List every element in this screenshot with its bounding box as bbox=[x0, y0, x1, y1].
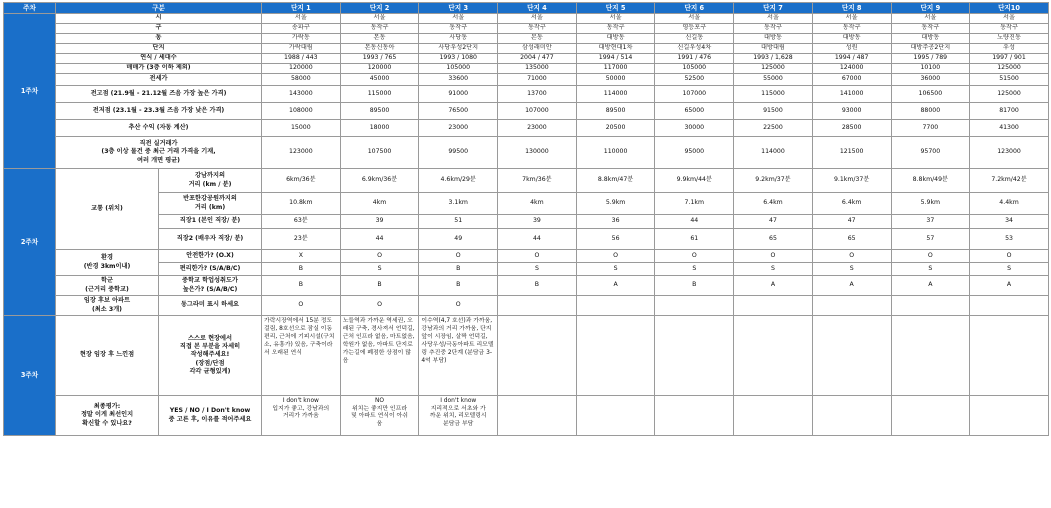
value-cell: 4.4km bbox=[970, 193, 1049, 215]
value-cell: 7.2km/42분 bbox=[970, 169, 1049, 193]
value-cell: 성원 bbox=[812, 44, 891, 54]
sub-label: 직장1 (본인 직장/ 분) bbox=[159, 215, 262, 229]
value-cell bbox=[891, 296, 970, 316]
value-cell: 23000 bbox=[498, 120, 577, 137]
header-complex: 단지 3 bbox=[419, 3, 498, 14]
value-cell: S bbox=[734, 263, 813, 276]
value-cell: A bbox=[891, 276, 970, 296]
table-row bbox=[4, 250, 1049, 263]
value-cell: S bbox=[655, 263, 734, 276]
value-cell: B bbox=[655, 276, 734, 296]
value-cell: 88000 bbox=[891, 103, 970, 120]
value-cell: 52500 bbox=[655, 74, 734, 86]
value-cell: 서울 bbox=[262, 14, 341, 24]
sub-label: 동그라미 표시 하세요 bbox=[159, 296, 262, 316]
impression-cell: 가락시장역에서 15분 정도 걸림, 8호선으로 잠실 이동 편리, 근처에 기피시설(구치소, 유흥가) 있음, 구축이라서 오래된 연식 bbox=[262, 316, 341, 396]
value-cell: 삼성래미안 bbox=[498, 44, 577, 54]
value-cell: 6km/36분 bbox=[262, 169, 341, 193]
value-cell: 6.4km bbox=[812, 193, 891, 215]
value-cell: 28500 bbox=[812, 120, 891, 137]
value-cell: A bbox=[734, 276, 813, 296]
value-cell: 본동 bbox=[340, 34, 419, 44]
value-cell: O bbox=[734, 250, 813, 263]
sub-label: YES / NO / I Don't know 중 고른 후, 이유를 적어주세요 bbox=[159, 396, 262, 436]
value-cell: B bbox=[340, 276, 419, 296]
row-label: 동 bbox=[56, 34, 262, 44]
value-cell bbox=[812, 296, 891, 316]
table-row bbox=[4, 86, 1049, 103]
header-complex: 단지 8 bbox=[812, 3, 891, 14]
value-cell: 81700 bbox=[970, 103, 1049, 120]
value-cell: B bbox=[498, 276, 577, 296]
value-cell: 95000 bbox=[655, 137, 734, 169]
value-cell: 106500 bbox=[891, 86, 970, 103]
header-complex: 단지 5 bbox=[576, 3, 655, 14]
value-cell: 107500 bbox=[340, 137, 419, 169]
row-label: 연식 / 세대수 bbox=[56, 54, 262, 64]
value-cell: 95700 bbox=[891, 137, 970, 169]
value-cell: 5.9km bbox=[891, 193, 970, 215]
value-cell: 9.1km/37분 bbox=[812, 169, 891, 193]
sub-label: 직장2 (배우자 직장/ 분) bbox=[159, 229, 262, 250]
value-cell bbox=[498, 296, 577, 316]
value-cell: 57 bbox=[891, 229, 970, 250]
group-label: 학군 (근거리 중학교) bbox=[56, 276, 159, 296]
table-row bbox=[4, 193, 1049, 215]
value-cell: 123000 bbox=[262, 137, 341, 169]
value-cell: 125000 bbox=[970, 64, 1049, 74]
value-cell: 가락동 bbox=[262, 34, 341, 44]
value-cell: 36000 bbox=[891, 74, 970, 86]
header-category: 구분 bbox=[56, 3, 262, 14]
value-cell: S bbox=[970, 263, 1049, 276]
value-cell: 8.8km/49분 bbox=[891, 169, 970, 193]
value-cell: 115000 bbox=[734, 86, 813, 103]
value-cell: 33600 bbox=[419, 74, 498, 86]
value-cell: 47 bbox=[734, 215, 813, 229]
value-cell: 신길우성4차 bbox=[655, 44, 734, 54]
value-cell: 99500 bbox=[419, 137, 498, 169]
value-cell: 22500 bbox=[734, 120, 813, 137]
value-cell: 9.9km/44분 bbox=[655, 169, 734, 193]
value-cell: 71000 bbox=[498, 74, 577, 86]
table-row bbox=[4, 296, 1049, 316]
value-cell: 61 bbox=[655, 229, 734, 250]
table-row bbox=[4, 24, 1049, 34]
value-cell: 서울 bbox=[655, 14, 734, 24]
value-cell: 서울 bbox=[734, 14, 813, 24]
value-cell: 6.4km bbox=[734, 193, 813, 215]
value-cell: 89500 bbox=[340, 103, 419, 120]
table-row bbox=[4, 74, 1049, 86]
value-cell: 1997 / 901 bbox=[970, 54, 1049, 64]
value-cell: 가락대림 bbox=[262, 44, 341, 54]
value-cell: 대방주공2단지 bbox=[891, 44, 970, 54]
final-evaluation-cell bbox=[812, 396, 891, 436]
row-label: 최종평가: 정말 이게 최선인지 확신할 수 있나요? bbox=[56, 396, 159, 436]
value-cell: 107000 bbox=[655, 86, 734, 103]
row-label: 전저점 (23.1월 - 23.3월 즈음 가장 낮은 가격) bbox=[56, 103, 262, 120]
value-cell: 49 bbox=[419, 229, 498, 250]
value-cell: S bbox=[891, 263, 970, 276]
row-label: 전세가 bbox=[56, 74, 262, 86]
impression-cell bbox=[970, 316, 1049, 396]
value-cell: S bbox=[498, 263, 577, 276]
value-cell: 107000 bbox=[498, 103, 577, 120]
value-cell: 125000 bbox=[734, 64, 813, 74]
value-cell: 65 bbox=[812, 229, 891, 250]
value-cell: X bbox=[262, 250, 341, 263]
row-label: 매매가 (3층 이하 제외) bbox=[56, 64, 262, 74]
value-cell: 서울 bbox=[891, 14, 970, 24]
week-3-label: 3주차 bbox=[4, 316, 56, 436]
value-cell: 125000 bbox=[970, 86, 1049, 103]
header-complex: 단지10 bbox=[970, 3, 1049, 14]
header-complex: 단지 6 bbox=[655, 3, 734, 14]
value-cell: 대방동 bbox=[891, 34, 970, 44]
value-cell: 2004 / 477 bbox=[498, 54, 577, 64]
value-cell: 10100 bbox=[891, 64, 970, 74]
value-cell: 44 bbox=[655, 215, 734, 229]
value-cell: 영등포구 bbox=[655, 24, 734, 34]
value-cell: O bbox=[419, 296, 498, 316]
group-label: 환경 (반경 3km이내) bbox=[56, 250, 159, 276]
value-cell: O bbox=[812, 250, 891, 263]
week-1-label: 1주차 bbox=[4, 14, 56, 169]
table-row bbox=[4, 34, 1049, 44]
value-cell: 130000 bbox=[498, 137, 577, 169]
value-cell: S bbox=[340, 263, 419, 276]
value-cell: A bbox=[576, 276, 655, 296]
value-cell: 39 bbox=[498, 215, 577, 229]
value-cell: 대방동 bbox=[576, 34, 655, 44]
impression-cell bbox=[576, 316, 655, 396]
value-cell: 서울 bbox=[970, 14, 1049, 24]
value-cell: 67000 bbox=[812, 74, 891, 86]
value-cell: O bbox=[340, 250, 419, 263]
table-row bbox=[4, 44, 1049, 54]
table-row bbox=[4, 137, 1049, 169]
value-cell: 91000 bbox=[419, 86, 498, 103]
value-cell: 114000 bbox=[734, 137, 813, 169]
row-label: 구 bbox=[56, 24, 262, 34]
value-cell: 91500 bbox=[734, 103, 813, 120]
impression-cell: 노들역과 가까운 역세권, 오래된 구축, 경사져서 언덕길, 근처 인프라 없음, 마트없음, 학원가 없음, 아파트 단지로 가는길에 폐점한 상점이 많음 bbox=[340, 316, 419, 396]
value-cell: 8.8km/47분 bbox=[576, 169, 655, 193]
table-row bbox=[4, 54, 1049, 64]
value-cell: 동작구 bbox=[734, 24, 813, 34]
value-cell: 105000 bbox=[419, 64, 498, 74]
value-cell: 7700 bbox=[891, 120, 970, 137]
value-cell: 동작구 bbox=[970, 24, 1049, 34]
value-cell: A bbox=[812, 276, 891, 296]
value-cell: 41300 bbox=[970, 120, 1049, 137]
value-cell: 대방현대1차 bbox=[576, 44, 655, 54]
value-cell: 서울 bbox=[576, 14, 655, 24]
table-row bbox=[4, 276, 1049, 296]
table-row bbox=[4, 215, 1049, 229]
value-cell: 89500 bbox=[576, 103, 655, 120]
value-cell: 18000 bbox=[340, 120, 419, 137]
value-cell: O bbox=[655, 250, 734, 263]
table-body bbox=[4, 3, 1049, 436]
value-cell: 124000 bbox=[812, 64, 891, 74]
value-cell: 4.6km/29분 bbox=[419, 169, 498, 193]
value-cell: 93000 bbox=[812, 103, 891, 120]
row-label: 직전 실거래가 (3층 이상 물건 중 최근 거래 가격을 기재, 여러 개면 평균) bbox=[56, 137, 262, 169]
value-cell: 39 bbox=[340, 215, 419, 229]
row-label: 전고점 (21.9월 - 21.12월 즈음 가장 높은 가격) bbox=[56, 86, 262, 103]
table-row bbox=[4, 103, 1049, 120]
value-cell: 1995 / 789 bbox=[891, 54, 970, 64]
header-complex: 단지 2 bbox=[340, 3, 419, 14]
row-label: 시 bbox=[56, 14, 262, 24]
final-evaluation-cell: I don't know 지리적으로 서초와 가 까운 위치, 리모델링시 분담금 부담 bbox=[419, 396, 498, 436]
value-cell: 서울 bbox=[498, 14, 577, 24]
value-cell: 63분 bbox=[262, 215, 341, 229]
value-cell: 노량진동 bbox=[970, 34, 1049, 44]
impression-cell bbox=[891, 316, 970, 396]
value-cell: 서울 bbox=[419, 14, 498, 24]
value-cell: 5.9km bbox=[576, 193, 655, 215]
value-cell: 서울 bbox=[340, 14, 419, 24]
value-cell: 34 bbox=[970, 215, 1049, 229]
value-cell: 4km bbox=[498, 193, 577, 215]
value-cell: 108000 bbox=[262, 103, 341, 120]
impression-cell: 이수역(4,7 호선)과 가까움, 강남과의 거리 가까움, 단지 앞이 시장임, 살짝 언덕길, 사당우성/극동아파트 리모델링 추진중 2단계 (분담금 3-4억 부담) bbox=[419, 316, 498, 396]
value-cell: 동작구 bbox=[419, 24, 498, 34]
row-label: 단지 bbox=[56, 44, 262, 54]
group-label: 교통 (위치) bbox=[56, 169, 159, 250]
value-cell: 20500 bbox=[576, 120, 655, 137]
sub-label: 안전한가? (O.X) bbox=[159, 250, 262, 263]
sub-label: 편리한가? (S/A/B/C) bbox=[159, 263, 262, 276]
value-cell: O bbox=[970, 250, 1049, 263]
value-cell: 135000 bbox=[498, 64, 577, 74]
value-cell: 1994 / 487 bbox=[812, 54, 891, 64]
sub-label: 반포한강공원까지의 거리 (km) bbox=[159, 193, 262, 215]
table-row bbox=[4, 396, 1049, 436]
header-complex: 단지 1 bbox=[262, 3, 341, 14]
final-evaluation-cell bbox=[970, 396, 1049, 436]
value-cell: 7km/36분 bbox=[498, 169, 577, 193]
value-cell: 53 bbox=[970, 229, 1049, 250]
row-label: 현장 임장 후 느낀점 bbox=[56, 316, 159, 396]
final-evaluation-cell: I don't know 입지가 좋고, 강남과의 거리가 가까움 bbox=[262, 396, 341, 436]
value-cell: O bbox=[891, 250, 970, 263]
header-week: 주차 bbox=[4, 3, 56, 14]
value-cell: 1988 / 443 bbox=[262, 54, 341, 64]
value-cell: 50000 bbox=[576, 74, 655, 86]
value-cell: 사당우성2단지 bbox=[419, 44, 498, 54]
value-cell: 120000 bbox=[262, 64, 341, 74]
value-cell: O bbox=[419, 250, 498, 263]
value-cell: 동작구 bbox=[812, 24, 891, 34]
value-cell: O bbox=[498, 250, 577, 263]
value-cell: 신길동 bbox=[655, 34, 734, 44]
final-evaluation-cell bbox=[498, 396, 577, 436]
table-row bbox=[4, 229, 1049, 250]
final-evaluation-cell bbox=[734, 396, 813, 436]
value-cell: 사당동 bbox=[419, 34, 498, 44]
value-cell: 141000 bbox=[812, 86, 891, 103]
value-cell: 1993 / 1080 bbox=[419, 54, 498, 64]
value-cell: 115000 bbox=[340, 86, 419, 103]
value-cell bbox=[655, 296, 734, 316]
table-row bbox=[4, 14, 1049, 24]
value-cell: 15000 bbox=[262, 120, 341, 137]
value-cell: S bbox=[576, 263, 655, 276]
table-row bbox=[4, 169, 1049, 193]
value-cell: 4km bbox=[340, 193, 419, 215]
final-evaluation-cell bbox=[576, 396, 655, 436]
value-cell: 10.8km bbox=[262, 193, 341, 215]
header-complex: 단지 4 bbox=[498, 3, 577, 14]
value-cell bbox=[576, 296, 655, 316]
value-cell: 123000 bbox=[970, 137, 1049, 169]
value-cell: 58000 bbox=[262, 74, 341, 86]
sub-label: 중학교 학업성취도가 높은가? (S/A/B/C) bbox=[159, 276, 262, 296]
value-cell bbox=[970, 296, 1049, 316]
value-cell: 우성 bbox=[970, 44, 1049, 54]
value-cell: 44 bbox=[498, 229, 577, 250]
impression-cell bbox=[498, 316, 577, 396]
apartment-comparison-table bbox=[3, 2, 1049, 436]
value-cell: 동작구 bbox=[891, 24, 970, 34]
value-cell: 본동 bbox=[498, 34, 577, 44]
value-cell: O bbox=[576, 250, 655, 263]
value-cell: 51 bbox=[419, 215, 498, 229]
value-cell: O bbox=[340, 296, 419, 316]
header-complex: 단지 9 bbox=[891, 3, 970, 14]
value-cell: 대방동 bbox=[812, 34, 891, 44]
final-evaluation-cell bbox=[655, 396, 734, 436]
value-cell: 121500 bbox=[812, 137, 891, 169]
value-cell: A bbox=[970, 276, 1049, 296]
table-row bbox=[4, 316, 1049, 396]
value-cell: 1991 / 476 bbox=[655, 54, 734, 64]
final-evaluation-cell bbox=[891, 396, 970, 436]
value-cell: S bbox=[812, 263, 891, 276]
table-row bbox=[4, 120, 1049, 137]
value-cell: 56 bbox=[576, 229, 655, 250]
value-cell: B bbox=[262, 263, 341, 276]
value-cell: 105000 bbox=[655, 64, 734, 74]
value-cell: 114000 bbox=[576, 86, 655, 103]
value-cell: 76500 bbox=[419, 103, 498, 120]
value-cell: 110000 bbox=[576, 137, 655, 169]
sub-label: 강남까지의 거리 (km / 분) bbox=[159, 169, 262, 193]
value-cell: 51500 bbox=[970, 74, 1049, 86]
value-cell: 44 bbox=[340, 229, 419, 250]
row-label: 추산 수익 (자동 계산) bbox=[56, 120, 262, 137]
table-row bbox=[4, 263, 1049, 276]
value-cell: 37 bbox=[891, 215, 970, 229]
value-cell: 1993 / 765 bbox=[340, 54, 419, 64]
impression-cell bbox=[812, 316, 891, 396]
value-cell: O bbox=[262, 296, 341, 316]
value-cell: 45000 bbox=[340, 74, 419, 86]
value-cell: 13700 bbox=[498, 86, 577, 103]
value-cell: 55000 bbox=[734, 74, 813, 86]
value-cell: 23000 bbox=[419, 120, 498, 137]
week-2-label: 2주차 bbox=[4, 169, 56, 316]
value-cell bbox=[734, 296, 813, 316]
value-cell: 송파구 bbox=[262, 24, 341, 34]
value-cell: 본동신동아 bbox=[340, 44, 419, 54]
final-evaluation-cell: NO 위치는 좋지만 인프라 및 아파트 연식이 아쉬 움 bbox=[340, 396, 419, 436]
value-cell: 동작구 bbox=[498, 24, 577, 34]
value-cell: 7.1km bbox=[655, 193, 734, 215]
impression-cell bbox=[734, 316, 813, 396]
value-cell: 1994 / 514 bbox=[576, 54, 655, 64]
value-cell: 117000 bbox=[576, 64, 655, 74]
value-cell: 대방대림 bbox=[734, 44, 813, 54]
value-cell: 65000 bbox=[655, 103, 734, 120]
value-cell: B bbox=[419, 276, 498, 296]
table-row bbox=[4, 3, 1049, 14]
header-complex: 단지 7 bbox=[734, 3, 813, 14]
group-label: 임장 후보 아파트 (최소 3개) bbox=[56, 296, 159, 316]
value-cell: 6.9km/36분 bbox=[340, 169, 419, 193]
value-cell: 143000 bbox=[262, 86, 341, 103]
value-cell: 3.1km bbox=[419, 193, 498, 215]
value-cell: 65 bbox=[734, 229, 813, 250]
value-cell: 47 bbox=[812, 215, 891, 229]
value-cell: 동작구 bbox=[340, 24, 419, 34]
value-cell: B bbox=[419, 263, 498, 276]
value-cell: 30000 bbox=[655, 120, 734, 137]
value-cell: B bbox=[262, 276, 341, 296]
value-cell: 서울 bbox=[812, 14, 891, 24]
value-cell: 23분 bbox=[262, 229, 341, 250]
value-cell: 36 bbox=[576, 215, 655, 229]
sub-label: 스스로 현장에서 직접 본 부분을 자세히 작성해주세요! (장점/단점 각각 균형있게) bbox=[159, 316, 262, 396]
value-cell: 대방동 bbox=[734, 34, 813, 44]
value-cell: 동작구 bbox=[576, 24, 655, 34]
value-cell: 9.2km/37분 bbox=[734, 169, 813, 193]
table-row bbox=[4, 64, 1049, 74]
value-cell: 120000 bbox=[340, 64, 419, 74]
value-cell: 1993 / 1,628 bbox=[734, 54, 813, 64]
impression-cell bbox=[655, 316, 734, 396]
